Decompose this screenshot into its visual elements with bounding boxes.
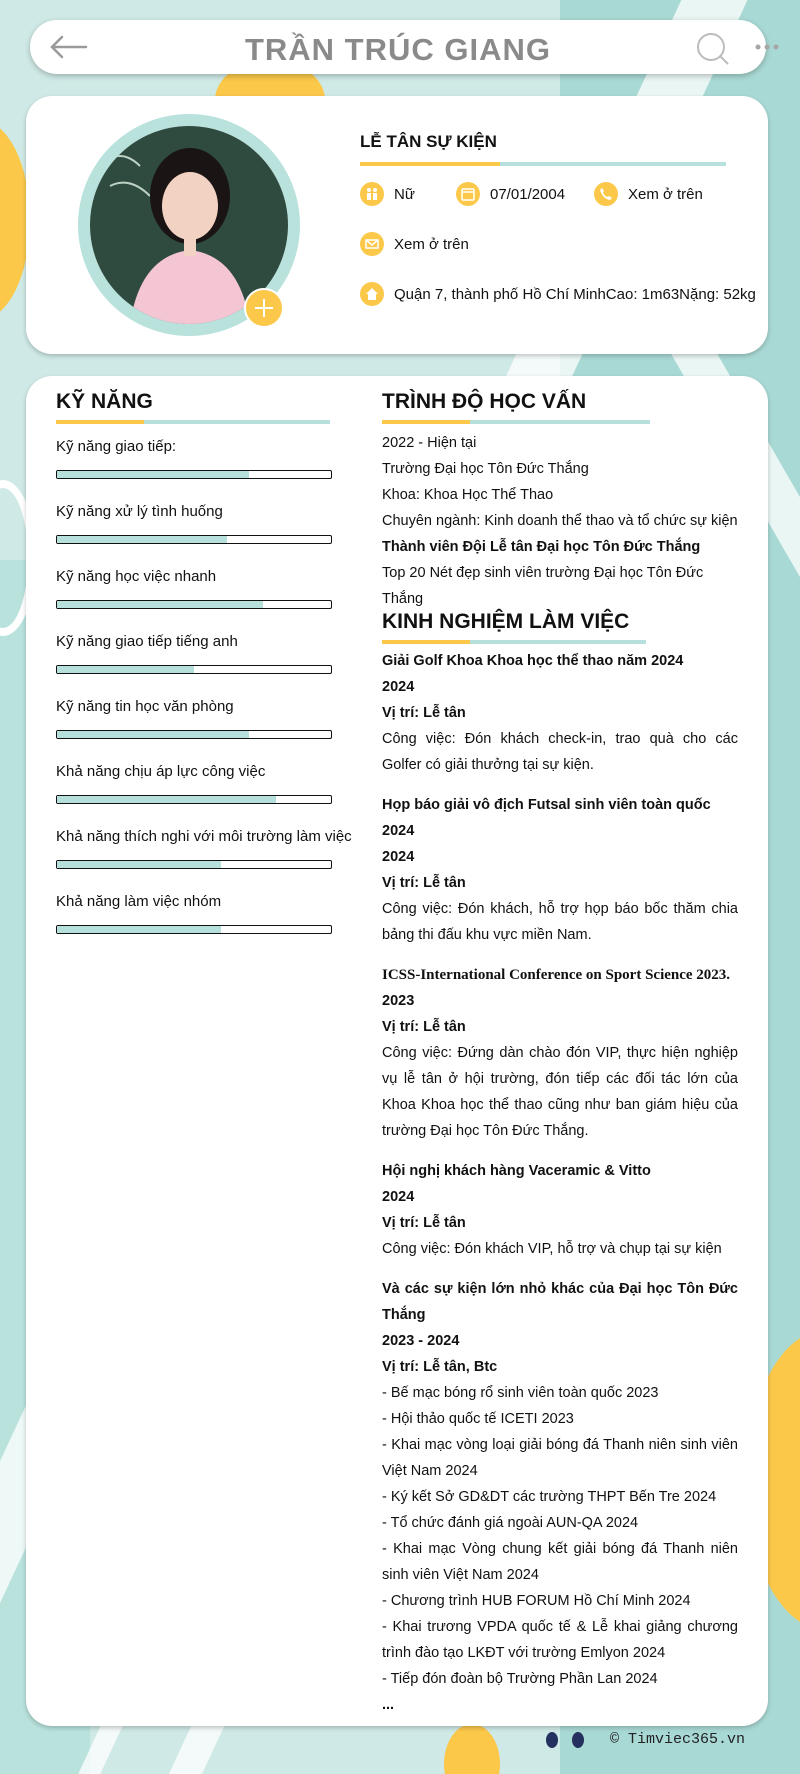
event-list-item: - Khai trương VPDA quốc tế & Lễ khai giảng chương trình đào tạo LKĐT với trường Emlyon 2024 [382, 1619, 738, 1661]
education-faculty: Khoa: Khoa Học Thể Thao [382, 487, 554, 503]
footer-dot [572, 1732, 584, 1748]
experience-item [382, 648, 738, 778]
address-info [360, 282, 756, 306]
skill-level-fill [57, 861, 221, 868]
more-options-icon[interactable] [752, 34, 782, 60]
skill-level-bar [56, 600, 332, 609]
experience-underline-yellow [382, 640, 470, 644]
content-card [26, 376, 768, 1726]
skills-title: KỸ NĂNG [56, 390, 153, 413]
skills-underline-teal [144, 420, 330, 424]
event-list-item: - Ký kết Sở GD&DT các trường THPT Bến Tre 2024 [382, 1489, 717, 1505]
education-award: Top 20 Nét đẹp sinh viên trường Đại học Tôn Đức Thắng [382, 565, 704, 607]
experience-name: Và các sự kiện lớn nhỏ khác của Đại học Tôn Đức Thắng [382, 1281, 738, 1323]
skill-label: Kỹ năng tin học văn phòng [56, 698, 234, 715]
skill-label: Kỹ năng giao tiếp: [56, 438, 177, 455]
profile-card [26, 96, 768, 354]
education-honor: Thành viên Đội Lễ tân Đại học Tôn Đức Thắng [382, 539, 701, 555]
experience-desc: Công việc: Đón khách VIP, hỗ trợ và chụp tại sự kiện [382, 1241, 722, 1257]
skill-level-fill [57, 796, 276, 803]
skill-level-fill [57, 536, 227, 543]
experience-role: Vị trí: Lễ tân [382, 705, 466, 721]
skill-level-fill [57, 601, 263, 608]
experience-title: KINH NGHIỆM LÀM VIỆC [382, 610, 630, 633]
skill-label: Khả năng làm việc nhóm [56, 893, 222, 910]
phone-icon [594, 182, 618, 206]
event-list-item: - Khai mạc vòng loại giải bóng đá Thanh niên sinh viên Việt Nam 2024 [382, 1437, 738, 1479]
experience-desc: Công việc: Đón khách, hỗ trợ họp báo bốc thăm chia bảng thi đấu khu vực miền Nam. [382, 901, 738, 943]
education-major: Chuyên ngành: Kinh doanh thể thao và tổ chức sự kiện [382, 513, 738, 529]
experience-item [382, 962, 738, 1144]
birthday-info [456, 182, 565, 206]
event-list-item: ... [382, 1697, 395, 1713]
skill-level-bar [56, 535, 332, 544]
education-school: Trường Đại học Tôn Đức Thắng [382, 461, 589, 477]
skill-level-bar [56, 925, 332, 934]
gender-info [360, 182, 415, 206]
event-list-item: - Tổ chức đánh giá ngoài AUN-QA 2024 [382, 1515, 639, 1531]
skill-label: Khả năng chịu áp lực công việc [56, 763, 266, 780]
experience-role: Vị trí: Lễ tân [382, 875, 466, 891]
event-list-item: - Bế mạc bóng rổ sinh viên toàn quốc 2023 [382, 1385, 659, 1401]
experience-year: 2024 [382, 1189, 415, 1205]
phone-info [594, 182, 703, 206]
skill-level-bar [56, 665, 332, 674]
education-details [382, 430, 738, 612]
birthday-value: 07/01/2004 [490, 185, 566, 203]
experience-item [382, 1158, 738, 1262]
top-bar [30, 20, 766, 74]
experience-role: Vị trí: Lễ tân, Btc [382, 1359, 498, 1375]
experience-name: Giải Golf Khoa Khoa học thể thao năm 2024 [382, 653, 684, 669]
address-value: Quận 7, thành phố Hồ Chí MinhCao: 1m63Nặng: 52kg [394, 285, 756, 303]
experience-year: 2023 [382, 993, 415, 1009]
event-list-item: - Hội thảo quốc tế ICETI 2023 [382, 1411, 574, 1427]
footer-brand: © Timviec365.vn [610, 1731, 746, 1748]
experience-list [382, 648, 738, 1718]
skill-level-bar [56, 860, 332, 869]
experience-year: 2023 - 2024 [382, 1333, 460, 1349]
title-underline-yellow [360, 162, 500, 166]
experience-name: Họp báo giải vô địch Futsal sinh viên toàn quốc 2024 [382, 797, 711, 839]
education-underline-yellow [382, 420, 470, 424]
experience-year: 2024 [382, 849, 415, 865]
event-list-item: - Chương trình HUB FORUM Hồ Chí Minh 2024 [382, 1593, 691, 1609]
experience-role: Vị trí: Lễ tân [382, 1215, 466, 1231]
skill-level-bar [56, 470, 332, 479]
skill-level-bar [56, 795, 332, 804]
email-icon [360, 232, 384, 256]
experience-name: ICSS-International Conference on Sport Science 2023. [382, 967, 731, 983]
education-underline-teal [470, 420, 650, 424]
skill-label: Kỹ năng giao tiếp tiếng anh [56, 633, 238, 650]
skill-level-fill [57, 926, 221, 933]
experience-year: 2024 [382, 679, 415, 695]
experience-item [382, 792, 738, 948]
event-list-item: - Tiếp đón đoàn bộ Trường Phần Lan 2024 [382, 1671, 658, 1687]
title-underline-teal [500, 162, 726, 166]
gender-value: Nữ [394, 185, 415, 203]
education-period: 2022 - Hiện tại [382, 435, 477, 451]
experience-event-list [382, 1380, 738, 1718]
skill-level-fill [57, 471, 249, 478]
skill-level-fill [57, 666, 194, 673]
experience-role: Vị trí: Lễ tân [382, 1019, 466, 1035]
event-list-item: - Khai mạc Vòng chung kết giải bóng đá Thanh niên sinh viên Việt Nam 2024 [382, 1541, 738, 1583]
experience-desc: Công việc: Đón khách check-in, trao quà cho các Golfer có giải thưởng tại sự kiện. [382, 731, 738, 773]
skill-label: Kỹ năng học việc nhanh [56, 568, 217, 585]
skill-level-bar [56, 730, 332, 739]
skills-underline-yellow [56, 420, 144, 424]
experience-desc: Công việc: Đứng dàn chào đón VIP, thực hiện nghiệp vụ lễ tân ở hội trường, đón tiếp các đối tác lớn của Khoa Khoa học thể thao cũng như ban giám hiệu của trường Đại học Tôn Đức Thắng. [382, 1045, 738, 1139]
skill-label: Khả năng thích nghi với môi trường làm việc [56, 828, 352, 845]
skill-level-fill [57, 731, 249, 738]
footer-dot [546, 1732, 558, 1748]
email-info [360, 232, 469, 256]
search-icon[interactable] [696, 32, 730, 66]
calendar-icon [456, 182, 480, 206]
phone-value: Xem ở trên [628, 185, 703, 203]
email-value: Xem ở trên [394, 235, 469, 253]
experience-underline-teal [470, 640, 646, 644]
experience-name: Hội nghị khách hàng Vaceramic & Vitto [382, 1163, 651, 1179]
job-title: LỄ TÂN SỰ KIỆN [360, 132, 497, 151]
experience-item [382, 1276, 738, 1718]
skill-label: Kỹ năng xử lý tình huống [56, 503, 223, 520]
education-title: TRÌNH ĐỘ HỌC VẤN [382, 390, 587, 413]
add-photo-button[interactable] [244, 288, 284, 328]
candidate-name: TRẦN TRÚC GIANG [244, 32, 552, 67]
gender-icon [360, 182, 384, 206]
home-icon [360, 282, 384, 306]
